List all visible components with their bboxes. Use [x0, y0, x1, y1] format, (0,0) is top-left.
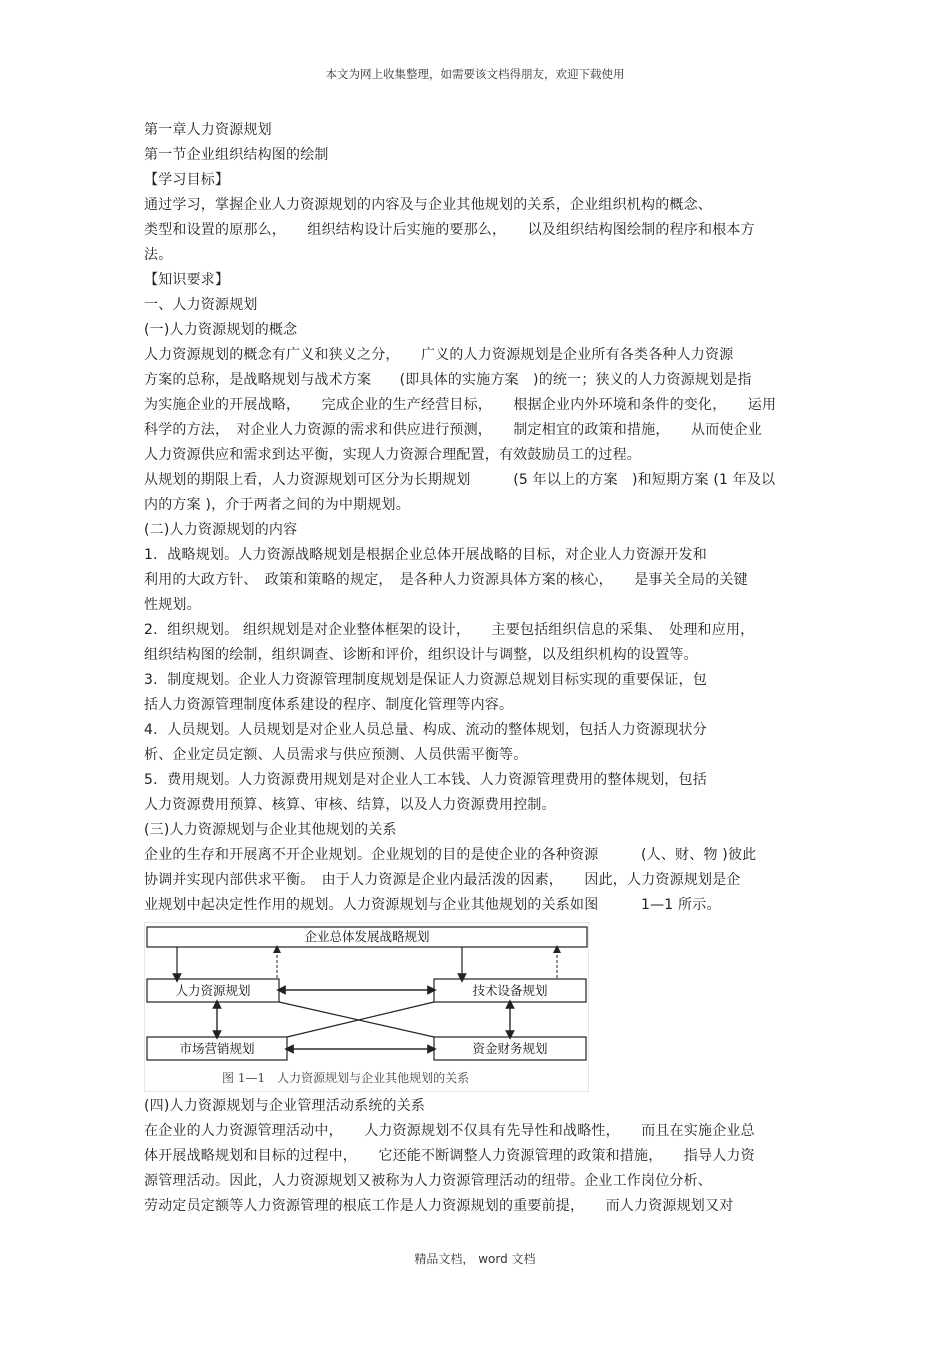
text-line: 科学的方法， 对企业人力资源的需求和供应进行预测， 制定相宜的政策和措施， 从而使企业: [144, 422, 762, 438]
text-line: 【学习目标】: [144, 172, 230, 188]
figure-caption: 图 1—1 人力资源规划与企业其他规划的关系: [222, 1071, 470, 1085]
text-line: 性规划。: [144, 597, 201, 613]
text-line: 类型和设置的原那么， 组织结构设计后实施的要那么， 以及组织结构图绘制的程序和根本方: [144, 222, 755, 238]
text-line: 4．人员规划。人员规划是对企业人员总量、构成、流动的整体规划，包括人力资源现状分: [144, 722, 707, 738]
text-line: (二)人力资源规划的内容: [144, 522, 298, 538]
page-header: 本文为网上收集整理，如需要该文档得朋友，欢迎下载使用: [325, 67, 625, 81]
top-box-label: 企业总体发展战略规划: [304, 929, 430, 944]
hr-box-label: 人力资源规划: [175, 983, 251, 998]
text-line: 第一章人力资源规划: [144, 122, 272, 138]
text-line: (四)人力资源规划与企业管理活动系统的关系: [144, 1098, 426, 1114]
text-line: 在企业的人力资源管理活动中， 人力资源规划不仅具有先导性和战略性， 而且在实施企业总: [144, 1123, 755, 1139]
text-line: 1．战略规划。人力资源战略规划是根据企业总体开展战略的目标，对企业人力资源开发和: [144, 547, 707, 563]
text-line: 2．组织规划。 组织规划是对企业整体框架的设计， 主要包括组织信息的采集、 处理和应用，: [144, 622, 755, 638]
text-line: 劳动定员定额等人力资源管理的根底工作是人力资源规划的重要前提， 而人力资源规划又对: [144, 1198, 734, 1214]
finance-box-label: 资金财务规划: [472, 1041, 548, 1056]
relationship-diagram: [144, 922, 589, 1092]
text-line: 【知识要求】: [144, 272, 230, 288]
document-body: [144, 118, 806, 1219]
text-line: 协调并实现内部供求平衡。 由于人力资源是企业内最活泼的因素， 因此，人力资源规划是企: [144, 872, 741, 888]
text-line: 5．费用规划。人力资源费用规划是对企业人工本钱、人力资源管理费用的整体规划，包括: [144, 772, 707, 788]
text-line: 从规划的期限上看，人力资源规划可区分为长期规划 (5 年以上的方案 )和短期方案 (1 年及以: [144, 472, 776, 488]
text-line: 法。: [144, 247, 173, 263]
text-line: 内的方案 )，介于两者之间的为中期规划。: [144, 497, 410, 513]
figure-1-1: [144, 922, 589, 1092]
text-line: 企业的生存和开展离不开企业规划。企业规划的目的是使企业的各种资源 (人、财、物 )彼此: [144, 847, 757, 863]
page-footer: 精品文档， word 文档: [414, 1252, 536, 1266]
text-line: 为实施企业的开展战略， 完成企业的生产经营目标， 根据企业内外环境和条件的变化， 运用: [144, 397, 777, 413]
text-block-before-figure: [144, 118, 806, 918]
text-line: 人力资源规划的概念有广义和狭义之分， 广义的人力资源规划是企业所有各类各种人力资源: [144, 347, 734, 363]
text-line: (一)人力资源规划的概念: [144, 322, 298, 338]
text-line: 利用的大政方针、 政策和策略的规定， 是各种人力资源具体方案的核心， 是事关全局的关键: [144, 572, 748, 588]
text-line: 人力资源费用预算、核算、审核、结算，以及人力资源费用控制。: [144, 797, 556, 813]
text-line: 3．制度规划。企业人力资源管理制度规划是保证人力资源总规划目标实现的重要保证，包: [144, 672, 707, 688]
text-line: 方案的总称，是战略规划与战术方案 (即具体的实施方案 )的统一；狭义的人力资源规划是指: [144, 372, 752, 388]
text-line: 人力资源供应和需求到达平衡，实现人力资源合理配置，有效鼓励员工的过程。: [144, 447, 641, 463]
text-line: 括人力资源管理制度体系建设的程序、制度化管理等内容。: [144, 697, 514, 713]
tech-box-label: 技术设备规划: [472, 983, 548, 998]
text-line: 业规划中起决定性作用的规划。人力资源规划与企业其他规划的关系如图 1—1 所示。: [144, 897, 721, 913]
text-line: 一、人力资源规划: [144, 297, 258, 313]
text-line: 通过学习，掌握企业人力资源规划的内容及与企业其他规划的关系，企业组织机构的概念、: [144, 197, 712, 213]
text-line: 第一节企业组织结构图的绘制: [144, 147, 329, 163]
text-line: 体开展战略规划和目标的过程中， 它还能不断调整人力资源管理的政策和措施， 指导人力资: [144, 1148, 755, 1164]
text-line: 源管理活动。因此，人力资源规划又被称为人力资源管理活动的纽带。企业工作岗位分析、: [144, 1173, 712, 1189]
text-line: 析、企业定员定额、人员需求与供应预测、人员供需平衡等。: [144, 747, 528, 763]
text-block-after-figure: [144, 1094, 806, 1219]
text-line: 组织结构图的绘制，组织调查、诊断和评价，组织设计与调整，以及组织机构的设置等。: [144, 647, 698, 663]
text-line: (三)人力资源规划与企业其他规划的关系: [144, 822, 397, 838]
market-box-label: 市场营销规划: [179, 1041, 255, 1056]
